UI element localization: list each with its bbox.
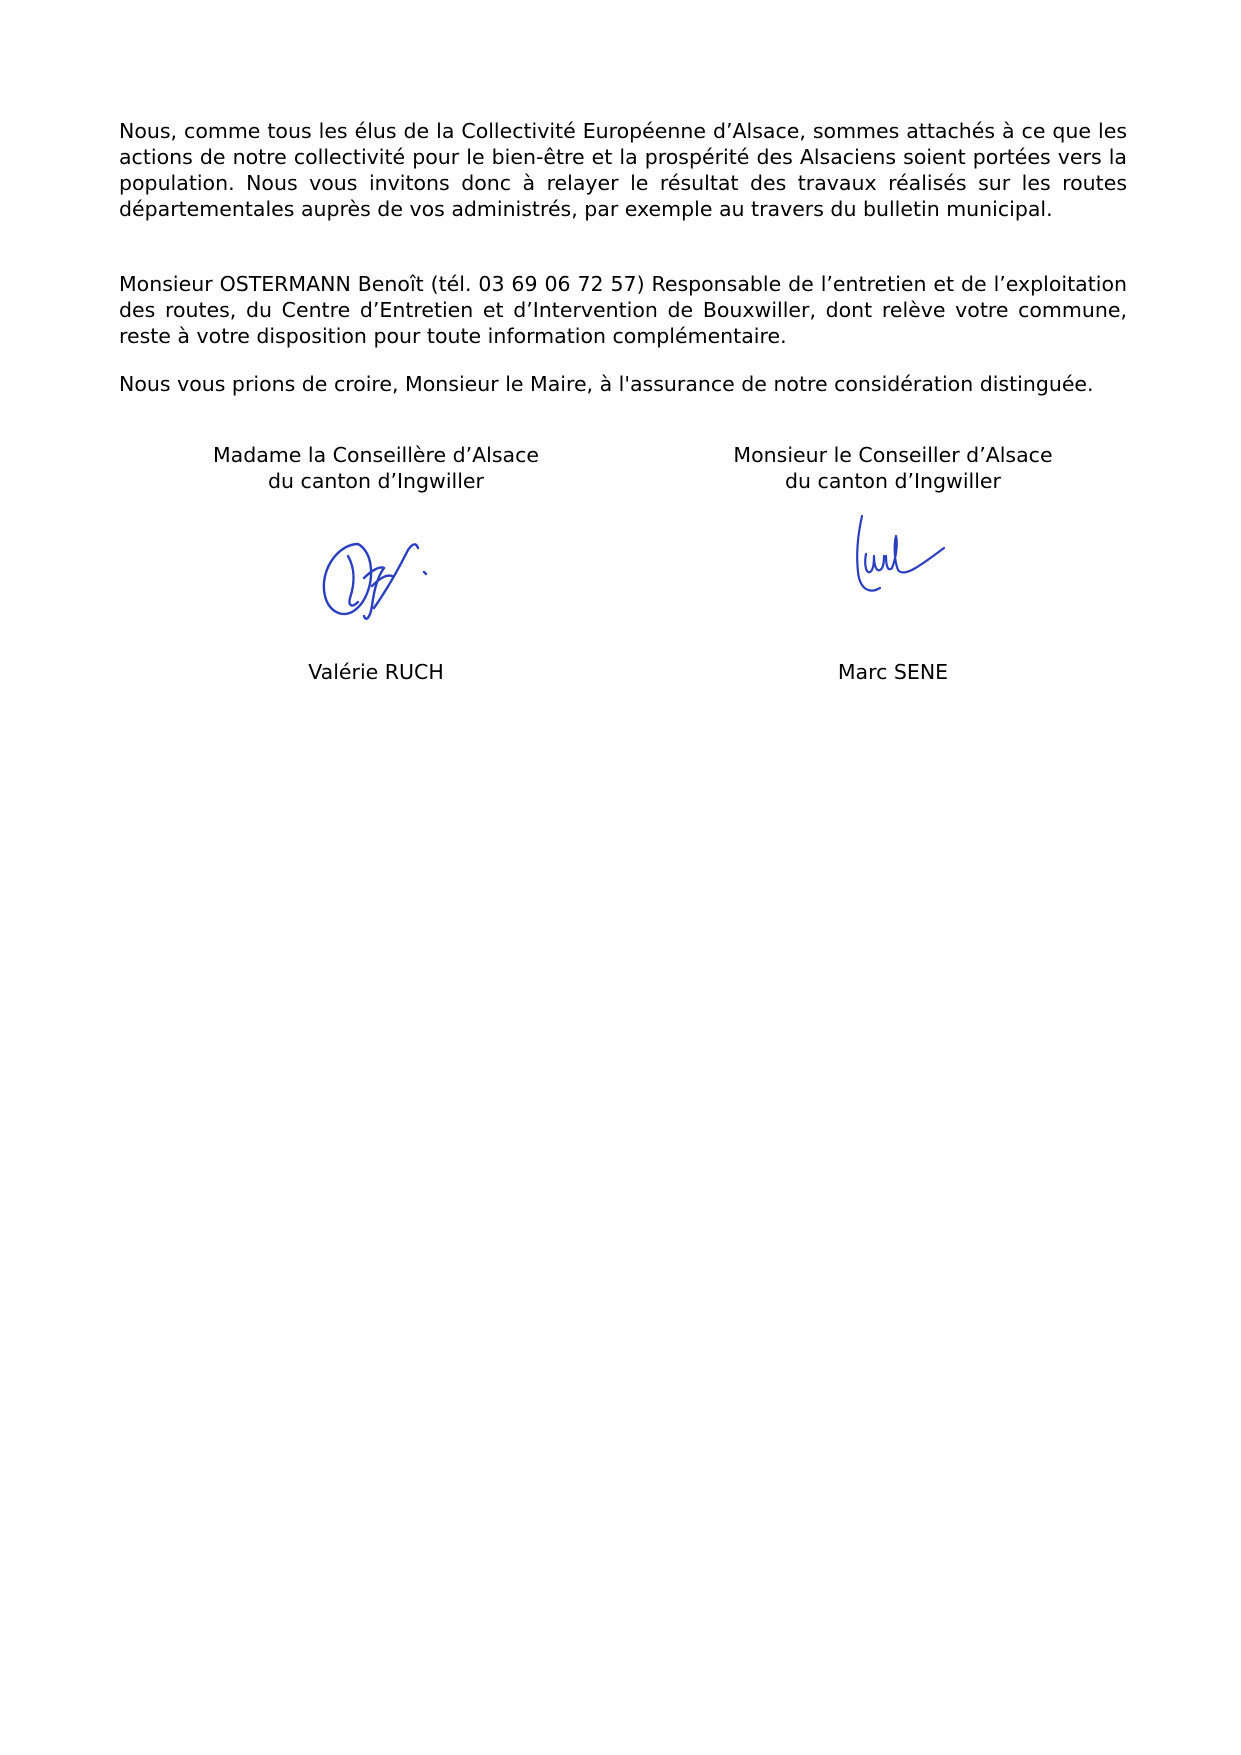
body-paragraph-1: Nous, comme tous les élus de la Collectivité Européenne d’Alsace, sommes attachés à ce que les actions de notre collectivité pour le bien-être et la prospérité des Alsaciens soient portées vers la population. Nous vous invitons donc à relayer le résultat des travaux réalisés sur les routes départementales auprès de vos administrés, par exemple au travers du bulletin municipal.	[119, 119, 1127, 221]
signatory-left-name: Valérie RUCH	[308, 660, 444, 684]
signatory-right-title-line-1: Monsieur le Conseiller d’Alsace	[733, 443, 1053, 467]
signatory-right-title-line-2: du canton d’Ingwiller	[785, 469, 1001, 493]
signatory-right-title	[673, 442, 1113, 494]
signatory-left-title-line-1: Madame la Conseillère d’Alsace	[212, 443, 540, 467]
signatory-left-title	[156, 442, 596, 494]
signatory-right-name: Marc SENE	[837, 660, 949, 684]
signature-right-image	[848, 514, 948, 598]
signature-left-image	[318, 526, 448, 626]
signatory-left-title-line-2: du canton d’Ingwiller	[268, 469, 484, 493]
body-paragraph-2: Monsieur OSTERMANN Benoît (tél. 03 69 06 72 57) Responsable de l’entretien et de l’exploitation des routes, du Centre d’Entretien et d’Intervention de Bouxwiller, dont relève votre commune, reste à votre disposition pour toute information complémentaire.	[119, 272, 1127, 348]
closing-paragraph: Nous vous prions de croire, Monsieur le Maire, à l'assurance de notre considération distinguée.	[119, 372, 1094, 396]
